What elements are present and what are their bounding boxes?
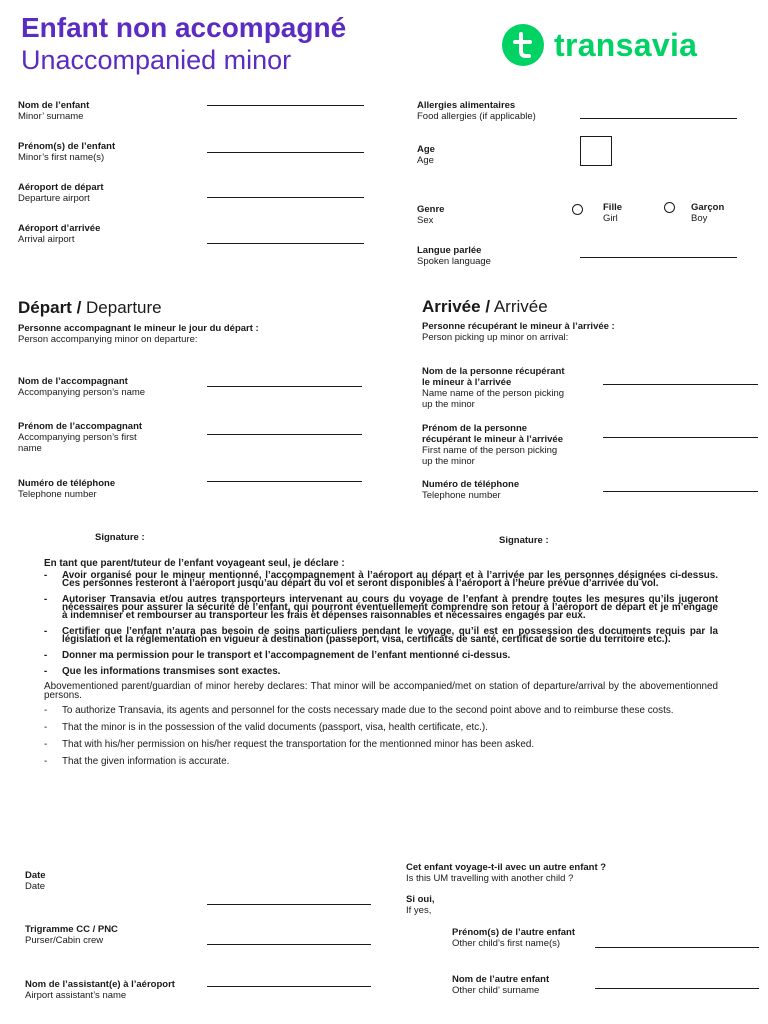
language-field[interactable]: [580, 257, 737, 258]
transavia-logo-icon: [502, 24, 544, 66]
language-label: Langue parlée Spoken language: [417, 245, 491, 267]
pickup-firstname-field[interactable]: [603, 437, 758, 438]
declaration-item-en: - That with his/her permission on his/her request the transportation for the mentionned minor has been asked.: [44, 740, 718, 749]
arrival-airport-field[interactable]: [207, 243, 364, 244]
arrival-airport-label: Aéroport d’arrivée Arrival airport: [18, 223, 101, 245]
departure-airport-label: Aéroport de départ Departure airport: [18, 182, 104, 204]
age-label: Age Age: [417, 144, 435, 166]
boy-radio[interactable]: [664, 202, 675, 213]
other-child-firstname-field[interactable]: [595, 947, 759, 948]
declaration-item-fr: - Avoir organisé pour le mineur mentionné, l’accompagnement à l’aéroport au départ et à l’arrivée par les personnes désignées ci-dessus. Ces personnes resteront à l’aéroport jusqu’au départ du vol et seront disponibles à l’aéroport à l’heure prévue d’arrivée du vol.: [44, 572, 718, 588]
transavia-logo: [502, 24, 697, 66]
pickup-firstname-label: Prénom de la personne récupérant le mineur à l’arrivée First name of the person picking up the minor: [422, 423, 563, 467]
arrival-signature-label: Signature :: [499, 535, 549, 546]
allergies-label: Allergies alimentaires Food allergies (if applicable): [417, 100, 536, 122]
declaration-item-fr: - Que les informations transmises sont exactes.: [44, 668, 718, 676]
assistant-field[interactable]: [207, 986, 371, 987]
other-child-firstname-label: Prénom(s) de l’autre enfant Other child’s first name(s): [452, 927, 575, 949]
accompanying-name-label: Nom de l’accompagnant Accompanying person’s name: [18, 376, 146, 398]
other-child-surname-field[interactable]: [595, 988, 759, 989]
declaration-intro-en: Abovementioned parent/guardian of minor hereby declares: That minor will be accompanied/met on station of departure/arrival by the abovementionned persons.: [44, 681, 718, 701]
assistant-label: Nom de l’assistant(e) à l’aéroport Airport assistant’s name: [25, 979, 175, 1001]
departure-subtitle: Personne accompagnant le mineur le jour du départ : Person accompanying minor on departure:: [18, 323, 259, 345]
title-english: Unaccompanied minor: [21, 45, 292, 75]
date-field[interactable]: [207, 904, 371, 905]
accompanying-name-field[interactable]: [207, 386, 362, 387]
departure-signature-label: Signature :: [95, 532, 145, 543]
departure-airport-field[interactable]: [207, 197, 364, 198]
other-child-surname-label: Nom de l’autre enfant Other child’ surname: [452, 974, 550, 996]
arrival-subtitle: Personne récupérant le mineur à l’arrivée : Person picking up minor on arrival:: [422, 321, 615, 343]
accompanying-firstname-field[interactable]: [207, 434, 362, 435]
child-surname-label: Nom de l’enfant Minor’ surname: [18, 100, 90, 122]
trigram-label: Trigramme CC / PNC Purser/Cabin crew: [25, 924, 118, 946]
boy-label: Garçon Boy: [691, 202, 725, 224]
departure-phone-field[interactable]: [207, 481, 362, 482]
girl-radio[interactable]: [572, 204, 583, 215]
declaration-item-fr: - Certifier que l’enfant n’aura pas besoin de soins particuliers pendant le voyage, qu’il est en possession des documents requis par la législation et la réglementation en vigueur à destination (passeport, visa, certificats de santé, certificat de sortie du territoire etc.).: [44, 628, 718, 644]
departure-phone-label: Numéro de téléphone Telephone number: [18, 478, 116, 500]
logo-wordmark: transavia: [554, 26, 698, 63]
declaration-item-en: - That the minor is in the possession of the valid documents (passport, visa, health certificate, etc.).: [44, 723, 718, 732]
if-yes-label: Si oui, If yes,: [406, 894, 435, 916]
declaration-item-en: - To authorize Transavia, its agents and personnel for the costs necessary made due to the second point above and to reimburse these costs.: [44, 706, 718, 715]
declaration-item-en: - That the given information is accurate.: [44, 757, 718, 766]
child-firstname-field[interactable]: [207, 152, 364, 153]
declaration-list-fr: [44, 572, 718, 676]
arrival-phone-field[interactable]: [603, 491, 758, 492]
declaration-item-fr: - Autoriser Transavia et/ou autres transporteurs intervenant au cours du voyage de l’enfant à prendre toutes les mesures qu’ils jugeront nécessaires pour assurer la sécurité de l’enfant, qui pourront éventuellement comprendre son retour à l’aéroport de départ et je m’engage à indemniser et rembourser au transporteur les frais et dépenses raisonnables et nécessaires engagés par eux.: [44, 596, 718, 621]
allergies-field[interactable]: [580, 118, 737, 119]
declaration-intro-fr: En tant que parent/tuteur de l’enfant voyageant seul, je déclare :: [44, 558, 345, 569]
child-surname-field[interactable]: [207, 105, 364, 106]
declaration-item-fr: - Donner ma permission pour le transport et l’accompagnement de l’enfant mentionné ci-dessus.: [44, 652, 718, 660]
declaration-list-en: [44, 706, 718, 766]
accompanying-firstname-label: Prénom de l’accompagnant Accompanying person’s first name: [18, 421, 143, 454]
trigram-field[interactable]: [207, 944, 371, 945]
date-label: Date Date: [25, 870, 46, 892]
arrival-section-title: Arrivée / Arrivée: [422, 297, 548, 316]
pickup-name-label: Nom de la personne récupérant le mineur à l’arrivée Name name of the person picking up the minor: [422, 366, 565, 410]
child-firstname-label: Prénom(s) de l’enfant Minor’s first name(s): [18, 141, 116, 163]
arrival-phone-label: Numéro de téléphone Telephone number: [422, 479, 520, 501]
pickup-name-field[interactable]: [603, 384, 758, 385]
age-box[interactable]: [580, 136, 612, 166]
declaration-block: [44, 558, 718, 774]
other-child-question: Cet enfant voyage-t-il avec un autre enfant ? Is this UM travelling with another child ?: [406, 862, 607, 884]
girl-label: Fille Girl: [603, 202, 623, 224]
sex-label: Genre Sex: [417, 204, 445, 226]
departure-section-title: Départ / Departure: [18, 298, 162, 317]
title-french: Enfant non accompagné: [21, 12, 347, 43]
